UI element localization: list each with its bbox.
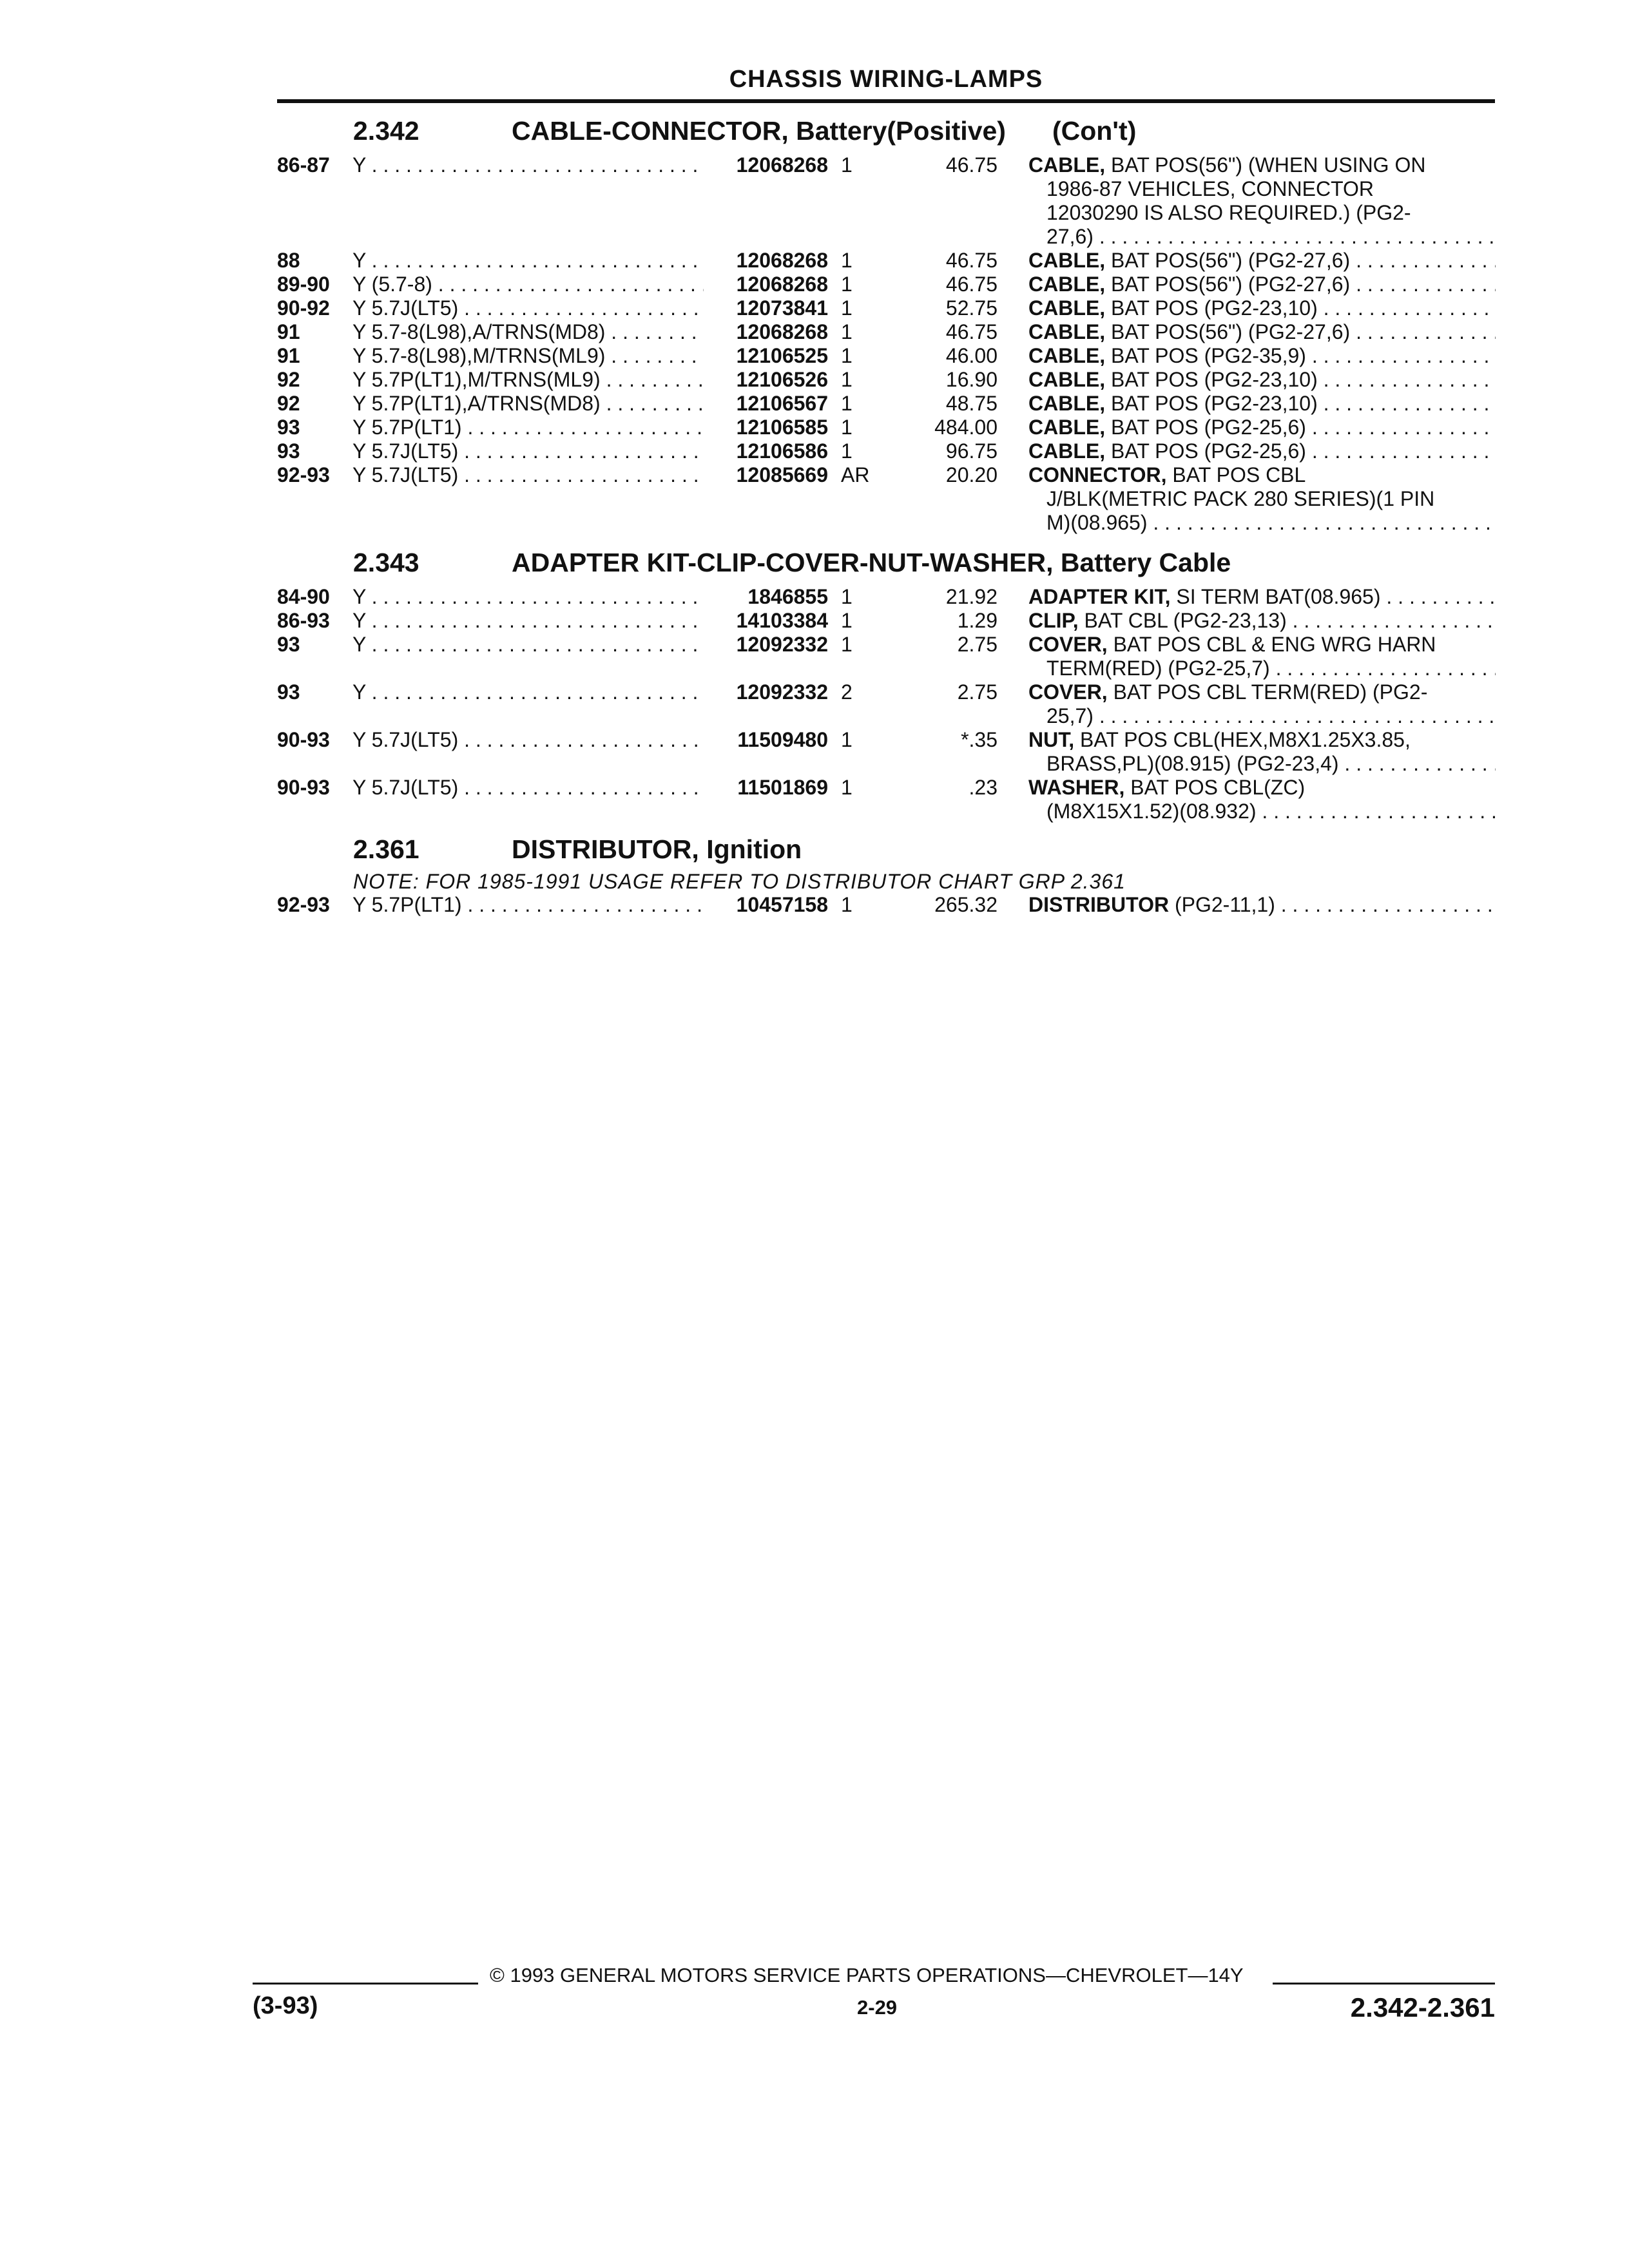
list-price: 46.00 <box>945 344 998 367</box>
part-number: 12092332 <box>736 633 828 656</box>
model-application: Y 5.7-8(L98),M/TRNS(ML9) . . . <box>352 344 704 368</box>
part-description <box>1028 439 1496 463</box>
description-keyword: COVER, <box>1028 680 1108 704</box>
description-keyword: ADAPTER KIT, <box>1028 585 1171 608</box>
description-text: BAT POS CBL & ENG WRG HARN <box>1113 633 1436 656</box>
part-number: 1846855 <box>747 585 828 608</box>
part-number: 10457158 <box>736 893 828 916</box>
header-rule <box>277 99 1495 103</box>
model-application: Y 5.7J(LT5) . . . <box>352 296 704 320</box>
model-year: 92 <box>277 368 300 391</box>
description-line <box>1028 487 1496 511</box>
description-line <box>1028 463 1496 487</box>
footer-rule-right <box>1273 1983 1495 1984</box>
list-price: *.35 <box>961 728 998 751</box>
quantity: 1 <box>841 320 853 343</box>
part-number: 12068268 <box>736 273 828 296</box>
description-keyword: WASHER, <box>1028 776 1125 799</box>
list-price: 2.75 <box>957 680 998 704</box>
section-name-text: DISTRIBUTOR, Ignition <box>512 834 802 864</box>
quantity: 1 <box>841 249 853 272</box>
model-year: 91 <box>277 344 300 367</box>
part-number: 14103384 <box>736 609 828 632</box>
description-text: M)(08.965) <box>1046 511 1148 534</box>
model-year: 86-93 <box>277 609 330 632</box>
model-application: Y 5.7P(LT1),M/TRNS(ML9) . . . <box>352 368 704 392</box>
description-keyword: COVER, <box>1028 633 1108 656</box>
part-description <box>1028 463 1496 535</box>
footer-date-code: (3-93) <box>253 1992 318 2019</box>
description-text: BAT POS (PG2-25,6) <box>1111 439 1306 463</box>
model-year: 88 <box>277 249 300 272</box>
description-text: BAT CBL (PG2-23,13) <box>1084 609 1287 632</box>
description-text: 27,6) <box>1046 225 1094 248</box>
part-description <box>1028 776 1496 823</box>
description-keyword: CABLE, <box>1028 249 1106 272</box>
part-description <box>1028 609 1496 633</box>
part-description <box>1028 416 1496 439</box>
description-keyword: CABLE, <box>1028 296 1106 320</box>
description-text: (PG2-11,1) <box>1174 893 1275 916</box>
model-year: 89-90 <box>277 273 330 296</box>
quantity: 1 <box>841 439 853 463</box>
model-application: Y . . . <box>352 249 704 273</box>
quantity: 2 <box>841 680 853 704</box>
model-year: 93 <box>277 633 300 656</box>
model-application: Y 5.7J(LT5) . . . <box>352 728 704 752</box>
model-application: Y 5.7P(LT1) . . . <box>352 416 704 439</box>
model-year: 92-93 <box>277 463 330 486</box>
model-application: Y 5.7J(LT5) . . . <box>352 776 704 800</box>
quantity: 1 <box>841 609 853 632</box>
model-application: Y (5.7-8) . . . <box>352 273 704 296</box>
list-price: 21.92 <box>945 585 998 608</box>
description-text: J/BLK(METRIC PACK 280 SERIES)(1 PIN <box>1046 487 1435 510</box>
description-keyword: CLIP, <box>1028 609 1079 632</box>
list-price: 20.20 <box>945 463 998 486</box>
description-line <box>1028 800 1496 823</box>
quantity: 1 <box>841 273 853 296</box>
part-number: 12068268 <box>736 249 828 272</box>
model-application: Y . . . <box>352 585 704 609</box>
description-text: BAT POS(56") (PG2-27,6) <box>1111 273 1351 296</box>
description-text: 12030290 IS ALSO REQUIRED.) (PG2- <box>1046 201 1411 224</box>
quantity: 1 <box>841 416 853 439</box>
part-description <box>1028 633 1496 680</box>
description-keyword: CABLE, <box>1028 416 1106 439</box>
description-line <box>1028 225 1496 249</box>
description-line <box>1028 511 1496 535</box>
list-price: 46.75 <box>945 249 998 272</box>
description-keyword: CABLE, <box>1028 439 1106 463</box>
description-keyword: CONNECTOR, <box>1028 463 1167 486</box>
list-price: 46.75 <box>945 320 998 343</box>
part-number: 12068268 <box>736 153 828 177</box>
description-line <box>1028 153 1496 177</box>
description-text: BAT POS (PG2-25,6) <box>1111 416 1306 439</box>
description-line <box>1028 320 1496 344</box>
description-text: BAT POS CBL(ZC) <box>1130 776 1306 799</box>
list-price: 48.75 <box>945 392 998 415</box>
description-text: BRASS,PL)(08.915) (PG2-23,4) <box>1046 752 1339 775</box>
model-application: Y 5.7J(LT5) . . . <box>352 439 704 463</box>
part-number: 12106567 <box>736 392 828 415</box>
list-price: 2.75 <box>957 633 998 656</box>
model-application: Y 5.7P(LT1) . . . <box>352 893 704 917</box>
model-application: Y . . . <box>352 633 704 657</box>
part-number: 12106585 <box>736 416 828 439</box>
description-text: BAT POS CBL(HEX,M8X1.25X3.85, <box>1080 728 1411 751</box>
part-number: 12106525 <box>736 344 828 367</box>
description-keyword: NUT, <box>1028 728 1075 751</box>
description-line <box>1028 273 1496 296</box>
description-text: BAT POS(56") (WHEN USING ON <box>1111 153 1426 177</box>
description-line <box>1028 609 1496 633</box>
quantity: 1 <box>841 153 853 177</box>
part-number: 12073841 <box>736 296 828 320</box>
quantity: 1 <box>841 296 853 320</box>
section-note: NOTE: FOR 1985-1991 USAGE REFER TO DISTRIBUTOR CHART GRP 2.361 <box>353 870 1126 893</box>
list-price: 46.75 <box>945 273 998 296</box>
model-year: 93 <box>277 416 300 439</box>
model-year: 92 <box>277 392 300 415</box>
model-year: 86-87 <box>277 153 330 177</box>
section-name <box>512 834 802 865</box>
footer-copyright: © 1993 GENERAL MOTORS SERVICE PARTS OPERATIONS—CHEVROLET—14Y <box>490 1964 1244 1986</box>
part-description <box>1028 273 1496 296</box>
description-text: BAT POS CBL <box>1172 463 1306 486</box>
model-application: Y . . . <box>352 680 704 704</box>
description-text: BAT POS (PG2-23,10) <box>1111 392 1318 415</box>
description-line <box>1028 177 1496 201</box>
section-name <box>512 548 1231 578</box>
description-line <box>1028 416 1496 439</box>
description-text: BAT POS(56") (PG2-27,6) <box>1111 249 1351 272</box>
description-line <box>1028 439 1496 463</box>
model-year: 91 <box>277 320 300 343</box>
part-description <box>1028 153 1496 249</box>
section-name-text: ADAPTER KIT-CLIP-COVER-NUT-WASHER, Battery Cable <box>512 548 1231 577</box>
model-year: 93 <box>277 680 300 704</box>
description-keyword: CABLE, <box>1028 320 1106 343</box>
model-year: 84-90 <box>277 585 330 608</box>
quantity: 1 <box>841 392 853 415</box>
model-application: Y . . . <box>352 609 704 633</box>
model-application: Y 5.7-8(L98),A/TRNS(MD8) . . . <box>352 320 704 344</box>
description-keyword: CABLE, <box>1028 273 1106 296</box>
part-description <box>1028 585 1496 609</box>
part-number: 12106586 <box>736 439 828 463</box>
description-text: BAT POS CBL TERM(RED) (PG2- <box>1113 680 1428 704</box>
footer-page-number: 2-29 <box>857 1996 898 2019</box>
section-number: 2.342 <box>353 116 419 146</box>
description-text: SI TERM BAT(08.965) <box>1176 585 1381 608</box>
model-year: 92-93 <box>277 893 330 916</box>
list-price: 46.75 <box>945 153 998 177</box>
quantity: AR <box>841 463 870 486</box>
model-year: 90-92 <box>277 296 330 320</box>
footer-rule-left <box>253 1983 478 1984</box>
list-price: .23 <box>969 776 998 799</box>
description-line <box>1028 657 1496 680</box>
description-keyword: CABLE, <box>1028 368 1106 391</box>
model-year: 93 <box>277 439 300 463</box>
list-price: 1.29 <box>957 609 998 632</box>
description-text: BAT POS (PG2-23,10) <box>1111 296 1318 320</box>
part-description <box>1028 680 1496 728</box>
part-description <box>1028 893 1496 917</box>
model-year: 90-93 <box>277 776 330 799</box>
quantity: 1 <box>841 893 853 916</box>
description-keyword: CABLE, <box>1028 344 1106 367</box>
model-application: Y . . . <box>352 153 704 177</box>
part-number: 12106526 <box>736 368 828 391</box>
description-line <box>1028 893 1496 917</box>
model-application: Y 5.7J(LT5) . . . <box>352 463 704 487</box>
description-line <box>1028 680 1496 704</box>
quantity: 1 <box>841 585 853 608</box>
part-description <box>1028 392 1496 416</box>
part-number: 12068268 <box>736 320 828 343</box>
description-text: 25,7) <box>1046 704 1094 727</box>
description-keyword: CABLE, <box>1028 153 1106 177</box>
quantity: 1 <box>841 344 853 367</box>
list-price: 96.75 <box>945 439 998 463</box>
description-line <box>1028 776 1496 800</box>
model-year: 90-93 <box>277 728 330 751</box>
quantity: 1 <box>841 776 853 799</box>
section-continued-label: (Con't) <box>1052 116 1137 146</box>
list-price: 265.32 <box>934 893 998 916</box>
part-description <box>1028 320 1496 344</box>
part-description <box>1028 296 1496 320</box>
description-line <box>1028 344 1496 368</box>
description-text: BAT POS(56") (PG2-27,6) <box>1111 320 1351 343</box>
section-name <box>512 116 1136 146</box>
description-text: TERM(RED) (PG2-25,7) <box>1046 657 1270 680</box>
part-description <box>1028 249 1496 273</box>
part-description <box>1028 728 1496 776</box>
section-name-text: CABLE-CONNECTOR, Battery(Positive) <box>512 116 1006 146</box>
part-number: 11501869 <box>737 776 828 799</box>
part-description <box>1028 368 1496 392</box>
description-line <box>1028 728 1496 752</box>
description-keyword: DISTRIBUTOR <box>1028 893 1170 916</box>
quantity: 1 <box>841 368 853 391</box>
quantity: 1 <box>841 633 853 656</box>
description-line <box>1028 633 1496 657</box>
part-description <box>1028 344 1496 368</box>
list-price: 16.90 <box>945 368 998 391</box>
description-text: BAT POS (PG2-35,9) <box>1111 344 1306 367</box>
section-number: 2.343 <box>353 548 419 577</box>
description-line <box>1028 704 1496 728</box>
description-line <box>1028 752 1496 776</box>
list-price: 484.00 <box>934 416 998 439</box>
description-text: (M8X15X1.52)(08.932) <box>1046 800 1257 823</box>
description-line <box>1028 201 1496 225</box>
part-number: 11509480 <box>737 728 828 751</box>
description-line <box>1028 296 1496 320</box>
description-keyword: CABLE, <box>1028 392 1106 415</box>
description-text: 1986-87 VEHICLES, CONNECTOR <box>1046 177 1374 200</box>
model-application: Y 5.7P(LT1),A/TRNS(MD8) . . . <box>352 392 704 416</box>
description-line <box>1028 392 1496 416</box>
list-price: 52.75 <box>945 296 998 320</box>
description-line <box>1028 585 1496 609</box>
page-header-title: CHASSIS WIRING-LAMPS <box>729 66 1043 93</box>
footer-group-range: 2.342-2.361 <box>1350 1992 1495 2023</box>
part-number: 12085669 <box>736 463 828 486</box>
part-number: 12092332 <box>736 680 828 704</box>
description-line <box>1028 368 1496 392</box>
description-line <box>1028 249 1496 273</box>
description-text: BAT POS (PG2-23,10) <box>1111 368 1318 391</box>
section-number: 2.361 <box>353 834 419 864</box>
quantity: 1 <box>841 728 853 751</box>
